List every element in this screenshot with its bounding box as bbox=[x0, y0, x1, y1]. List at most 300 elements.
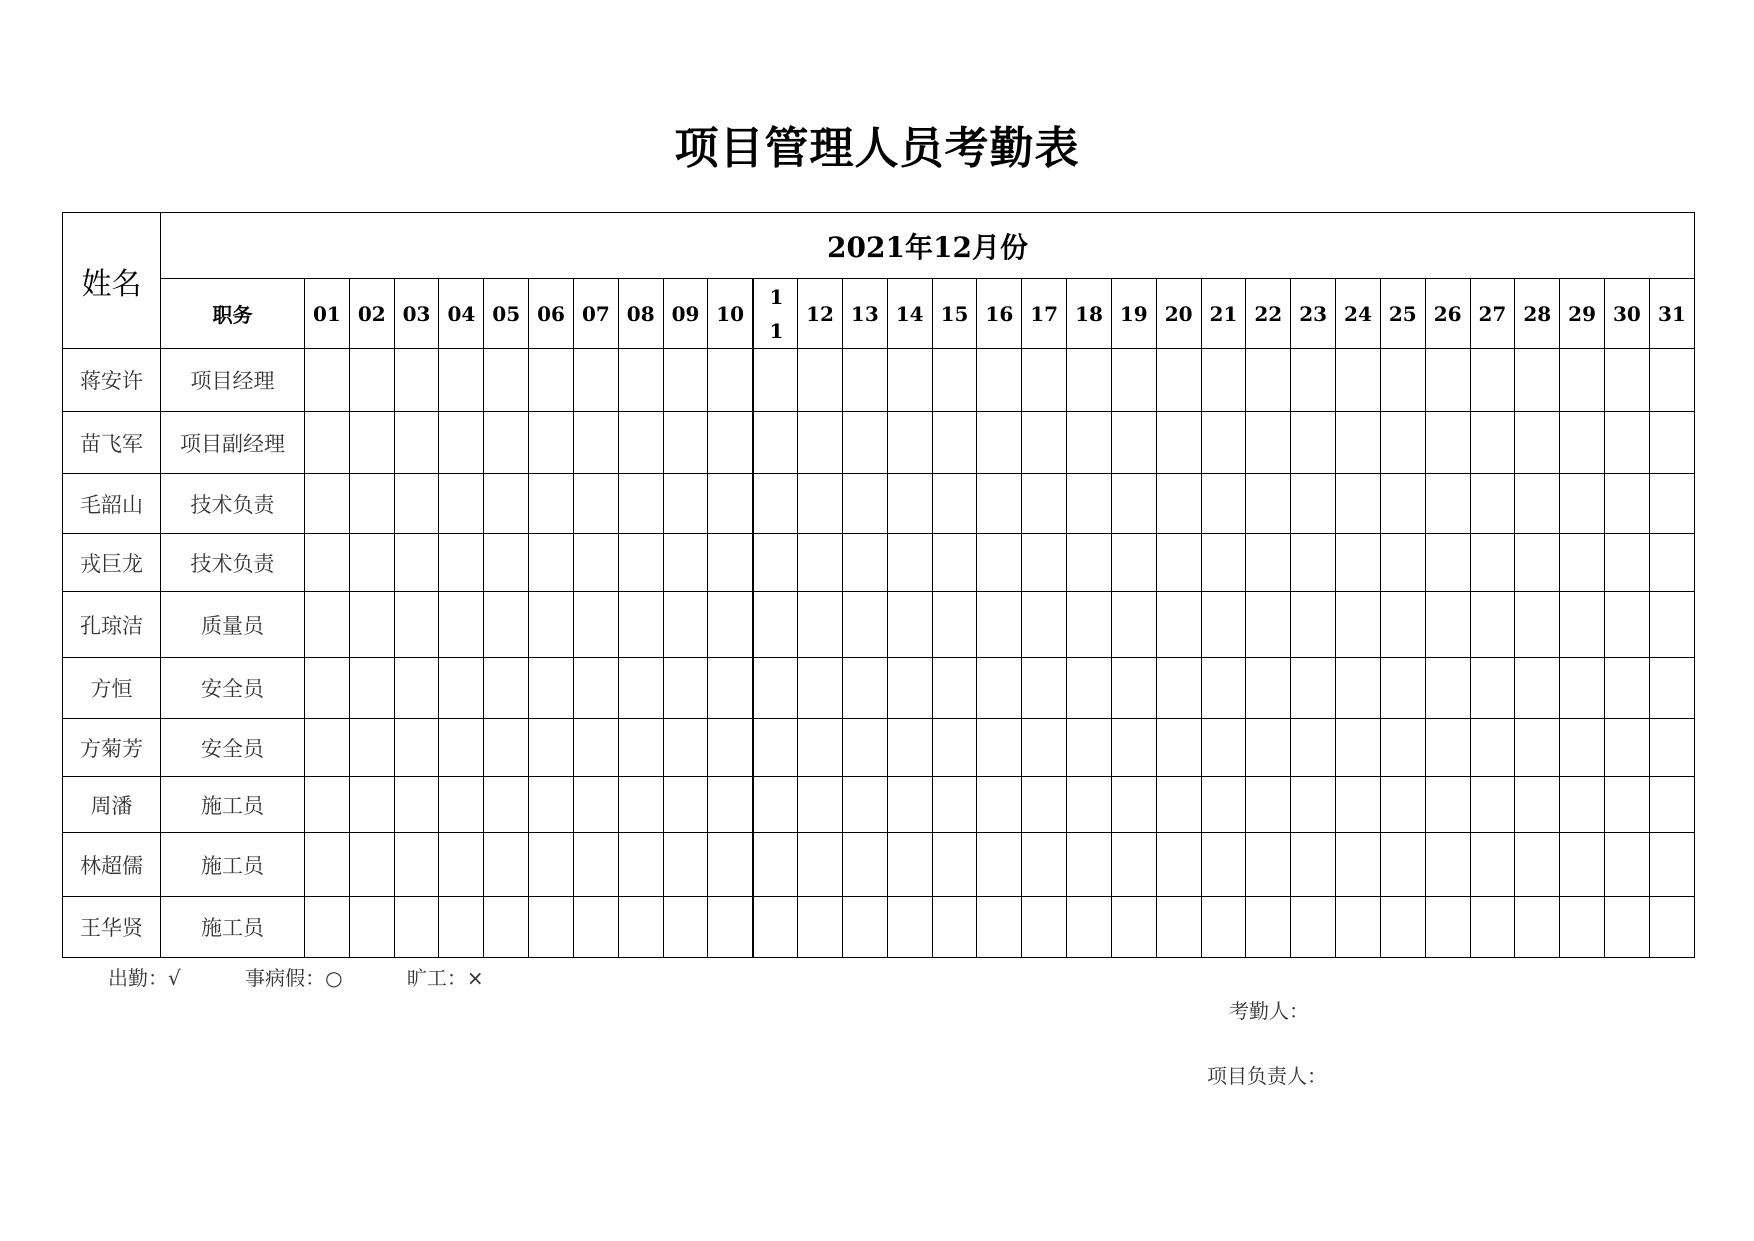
attendance-cell-day-10[interactable] bbox=[708, 777, 753, 833]
attendance-cell-day-25[interactable] bbox=[1380, 777, 1425, 833]
attendance-cell-day-24[interactable] bbox=[1336, 897, 1381, 958]
attendance-cell-day-24[interactable] bbox=[1336, 592, 1381, 658]
attendance-cell-day-05[interactable] bbox=[484, 534, 529, 592]
attendance-cell-day-25[interactable] bbox=[1380, 592, 1425, 658]
attendance-cell-day-19[interactable] bbox=[1111, 349, 1156, 412]
attendance-cell-day-06[interactable] bbox=[529, 592, 574, 658]
attendance-cell-day-19[interactable] bbox=[1111, 777, 1156, 833]
attendance-cell-day-22[interactable] bbox=[1246, 897, 1291, 958]
attendance-cell-day-28[interactable] bbox=[1515, 777, 1560, 833]
attendance-cell-day-25[interactable] bbox=[1380, 474, 1425, 534]
attendance-cell-day-06[interactable] bbox=[529, 719, 574, 777]
attendance-cell-day-30[interactable] bbox=[1605, 897, 1650, 958]
attendance-cell-day-15[interactable] bbox=[932, 412, 977, 474]
attendance-cell-day-25[interactable] bbox=[1380, 897, 1425, 958]
attendance-cell-day-07[interactable] bbox=[573, 719, 618, 777]
attendance-cell-day-27[interactable] bbox=[1470, 592, 1515, 658]
attendance-cell-day-07[interactable] bbox=[573, 534, 618, 592]
attendance-cell-day-23[interactable] bbox=[1291, 534, 1336, 592]
attendance-cell-day-11[interactable] bbox=[753, 658, 798, 719]
attendance-cell-day-02[interactable] bbox=[349, 592, 394, 658]
attendance-cell-day-11[interactable] bbox=[753, 412, 798, 474]
attendance-cell-day-01[interactable] bbox=[305, 833, 350, 897]
attendance-cell-day-15[interactable] bbox=[932, 833, 977, 897]
attendance-cell-day-28[interactable] bbox=[1515, 592, 1560, 658]
attendance-cell-day-03[interactable] bbox=[394, 897, 439, 958]
attendance-cell-day-18[interactable] bbox=[1067, 833, 1112, 897]
attendance-cell-day-12[interactable] bbox=[798, 777, 843, 833]
attendance-cell-day-12[interactable] bbox=[798, 349, 843, 412]
attendance-cell-day-25[interactable] bbox=[1380, 534, 1425, 592]
attendance-cell-day-14[interactable] bbox=[887, 412, 932, 474]
attendance-cell-day-10[interactable] bbox=[708, 592, 753, 658]
attendance-cell-day-21[interactable] bbox=[1201, 833, 1246, 897]
attendance-cell-day-15[interactable] bbox=[932, 777, 977, 833]
attendance-cell-day-16[interactable] bbox=[977, 592, 1022, 658]
attendance-cell-day-17[interactable] bbox=[1022, 592, 1067, 658]
attendance-cell-day-16[interactable] bbox=[977, 777, 1022, 833]
attendance-cell-day-24[interactable] bbox=[1336, 349, 1381, 412]
attendance-cell-day-09[interactable] bbox=[663, 719, 708, 777]
attendance-cell-day-25[interactable] bbox=[1380, 349, 1425, 412]
attendance-cell-day-11[interactable] bbox=[753, 349, 798, 412]
attendance-cell-day-18[interactable] bbox=[1067, 349, 1112, 412]
attendance-cell-day-23[interactable] bbox=[1291, 592, 1336, 658]
attendance-cell-day-31[interactable] bbox=[1649, 833, 1694, 897]
attendance-cell-day-14[interactable] bbox=[887, 777, 932, 833]
attendance-cell-day-31[interactable] bbox=[1649, 534, 1694, 592]
attendance-cell-day-27[interactable] bbox=[1470, 658, 1515, 719]
attendance-cell-day-03[interactable] bbox=[394, 833, 439, 897]
attendance-cell-day-27[interactable] bbox=[1470, 777, 1515, 833]
attendance-cell-day-20[interactable] bbox=[1156, 534, 1201, 592]
attendance-cell-day-22[interactable] bbox=[1246, 777, 1291, 833]
attendance-cell-day-05[interactable] bbox=[484, 658, 529, 719]
attendance-cell-day-04[interactable] bbox=[439, 777, 484, 833]
attendance-cell-day-03[interactable] bbox=[394, 592, 439, 658]
attendance-cell-day-23[interactable] bbox=[1291, 474, 1336, 534]
attendance-cell-day-14[interactable] bbox=[887, 897, 932, 958]
attendance-cell-day-29[interactable] bbox=[1560, 412, 1605, 474]
attendance-cell-day-12[interactable] bbox=[798, 897, 843, 958]
attendance-cell-day-18[interactable] bbox=[1067, 777, 1112, 833]
attendance-cell-day-18[interactable] bbox=[1067, 592, 1112, 658]
attendance-cell-day-16[interactable] bbox=[977, 833, 1022, 897]
attendance-cell-day-04[interactable] bbox=[439, 534, 484, 592]
attendance-cell-day-04[interactable] bbox=[439, 474, 484, 534]
attendance-cell-day-15[interactable] bbox=[932, 658, 977, 719]
attendance-cell-day-29[interactable] bbox=[1560, 777, 1605, 833]
attendance-cell-day-19[interactable] bbox=[1111, 474, 1156, 534]
attendance-cell-day-27[interactable] bbox=[1470, 897, 1515, 958]
attendance-cell-day-10[interactable] bbox=[708, 534, 753, 592]
attendance-cell-day-22[interactable] bbox=[1246, 658, 1291, 719]
attendance-cell-day-04[interactable] bbox=[439, 658, 484, 719]
attendance-cell-day-17[interactable] bbox=[1022, 897, 1067, 958]
attendance-cell-day-30[interactable] bbox=[1605, 592, 1650, 658]
attendance-cell-day-18[interactable] bbox=[1067, 719, 1112, 777]
attendance-cell-day-18[interactable] bbox=[1067, 412, 1112, 474]
attendance-cell-day-27[interactable] bbox=[1470, 534, 1515, 592]
attendance-cell-day-24[interactable] bbox=[1336, 534, 1381, 592]
attendance-cell-day-13[interactable] bbox=[842, 412, 887, 474]
attendance-cell-day-07[interactable] bbox=[573, 474, 618, 534]
attendance-cell-day-20[interactable] bbox=[1156, 777, 1201, 833]
attendance-cell-day-06[interactable] bbox=[529, 349, 574, 412]
attendance-cell-day-01[interactable] bbox=[305, 534, 350, 592]
attendance-cell-day-30[interactable] bbox=[1605, 534, 1650, 592]
attendance-cell-day-02[interactable] bbox=[349, 412, 394, 474]
attendance-cell-day-19[interactable] bbox=[1111, 534, 1156, 592]
attendance-cell-day-20[interactable] bbox=[1156, 658, 1201, 719]
attendance-cell-day-06[interactable] bbox=[529, 833, 574, 897]
attendance-cell-day-11[interactable] bbox=[753, 534, 798, 592]
attendance-cell-day-21[interactable] bbox=[1201, 719, 1246, 777]
attendance-cell-day-04[interactable] bbox=[439, 719, 484, 777]
attendance-cell-day-10[interactable] bbox=[708, 349, 753, 412]
attendance-cell-day-13[interactable] bbox=[842, 897, 887, 958]
attendance-cell-day-02[interactable] bbox=[349, 897, 394, 958]
attendance-cell-day-31[interactable] bbox=[1649, 592, 1694, 658]
attendance-cell-day-13[interactable] bbox=[842, 592, 887, 658]
attendance-cell-day-04[interactable] bbox=[439, 412, 484, 474]
attendance-cell-day-16[interactable] bbox=[977, 719, 1022, 777]
attendance-cell-day-17[interactable] bbox=[1022, 658, 1067, 719]
attendance-cell-day-09[interactable] bbox=[663, 592, 708, 658]
attendance-cell-day-19[interactable] bbox=[1111, 658, 1156, 719]
attendance-cell-day-30[interactable] bbox=[1605, 833, 1650, 897]
attendance-cell-day-08[interactable] bbox=[618, 833, 663, 897]
attendance-cell-day-01[interactable] bbox=[305, 658, 350, 719]
attendance-cell-day-17[interactable] bbox=[1022, 833, 1067, 897]
attendance-cell-day-10[interactable] bbox=[708, 897, 753, 958]
attendance-cell-day-09[interactable] bbox=[663, 474, 708, 534]
attendance-cell-day-13[interactable] bbox=[842, 474, 887, 534]
attendance-cell-day-14[interactable] bbox=[887, 833, 932, 897]
attendance-cell-day-06[interactable] bbox=[529, 897, 574, 958]
attendance-cell-day-15[interactable] bbox=[932, 719, 977, 777]
attendance-cell-day-12[interactable] bbox=[798, 833, 843, 897]
attendance-cell-day-20[interactable] bbox=[1156, 474, 1201, 534]
attendance-cell-day-24[interactable] bbox=[1336, 833, 1381, 897]
attendance-cell-day-24[interactable] bbox=[1336, 719, 1381, 777]
attendance-cell-day-17[interactable] bbox=[1022, 719, 1067, 777]
attendance-cell-day-24[interactable] bbox=[1336, 474, 1381, 534]
attendance-cell-day-27[interactable] bbox=[1470, 474, 1515, 534]
attendance-cell-day-05[interactable] bbox=[484, 349, 529, 412]
attendance-cell-day-14[interactable] bbox=[887, 658, 932, 719]
attendance-cell-day-12[interactable] bbox=[798, 592, 843, 658]
attendance-cell-day-30[interactable] bbox=[1605, 777, 1650, 833]
attendance-cell-day-17[interactable] bbox=[1022, 777, 1067, 833]
attendance-cell-day-03[interactable] bbox=[394, 349, 439, 412]
attendance-cell-day-07[interactable] bbox=[573, 897, 618, 958]
attendance-cell-day-28[interactable] bbox=[1515, 658, 1560, 719]
attendance-cell-day-17[interactable] bbox=[1022, 534, 1067, 592]
attendance-cell-day-14[interactable] bbox=[887, 534, 932, 592]
attendance-cell-day-13[interactable] bbox=[842, 658, 887, 719]
attendance-cell-day-11[interactable] bbox=[753, 833, 798, 897]
attendance-cell-day-14[interactable] bbox=[887, 592, 932, 658]
attendance-cell-day-15[interactable] bbox=[932, 349, 977, 412]
attendance-cell-day-02[interactable] bbox=[349, 658, 394, 719]
attendance-cell-day-08[interactable] bbox=[618, 349, 663, 412]
attendance-cell-day-06[interactable] bbox=[529, 412, 574, 474]
attendance-cell-day-11[interactable] bbox=[753, 897, 798, 958]
attendance-cell-day-03[interactable] bbox=[394, 534, 439, 592]
attendance-cell-day-19[interactable] bbox=[1111, 833, 1156, 897]
attendance-cell-day-25[interactable] bbox=[1380, 658, 1425, 719]
attendance-cell-day-14[interactable] bbox=[887, 474, 932, 534]
attendance-cell-day-25[interactable] bbox=[1380, 833, 1425, 897]
attendance-cell-day-26[interactable] bbox=[1425, 658, 1470, 719]
attendance-cell-day-06[interactable] bbox=[529, 777, 574, 833]
attendance-cell-day-31[interactable] bbox=[1649, 658, 1694, 719]
attendance-cell-day-19[interactable] bbox=[1111, 412, 1156, 474]
attendance-cell-day-05[interactable] bbox=[484, 412, 529, 474]
attendance-cell-day-14[interactable] bbox=[887, 349, 932, 412]
attendance-cell-day-05[interactable] bbox=[484, 833, 529, 897]
attendance-cell-day-29[interactable] bbox=[1560, 833, 1605, 897]
attendance-cell-day-02[interactable] bbox=[349, 349, 394, 412]
attendance-cell-day-28[interactable] bbox=[1515, 474, 1560, 534]
attendance-cell-day-28[interactable] bbox=[1515, 412, 1560, 474]
attendance-cell-day-21[interactable] bbox=[1201, 897, 1246, 958]
attendance-cell-day-08[interactable] bbox=[618, 897, 663, 958]
attendance-cell-day-02[interactable] bbox=[349, 719, 394, 777]
attendance-cell-day-18[interactable] bbox=[1067, 897, 1112, 958]
attendance-cell-day-19[interactable] bbox=[1111, 719, 1156, 777]
attendance-cell-day-05[interactable] bbox=[484, 897, 529, 958]
attendance-cell-day-05[interactable] bbox=[484, 777, 529, 833]
attendance-cell-day-21[interactable] bbox=[1201, 658, 1246, 719]
attendance-cell-day-25[interactable] bbox=[1380, 412, 1425, 474]
attendance-cell-day-01[interactable] bbox=[305, 897, 350, 958]
attendance-cell-day-12[interactable] bbox=[798, 719, 843, 777]
attendance-cell-day-03[interactable] bbox=[394, 474, 439, 534]
attendance-cell-day-09[interactable] bbox=[663, 897, 708, 958]
attendance-cell-day-17[interactable] bbox=[1022, 412, 1067, 474]
attendance-cell-day-08[interactable] bbox=[618, 412, 663, 474]
attendance-cell-day-01[interactable] bbox=[305, 349, 350, 412]
attendance-cell-day-23[interactable] bbox=[1291, 719, 1336, 777]
attendance-cell-day-21[interactable] bbox=[1201, 474, 1246, 534]
attendance-cell-day-28[interactable] bbox=[1515, 719, 1560, 777]
attendance-cell-day-10[interactable] bbox=[708, 412, 753, 474]
attendance-cell-day-31[interactable] bbox=[1649, 777, 1694, 833]
attendance-cell-day-20[interactable] bbox=[1156, 412, 1201, 474]
attendance-cell-day-22[interactable] bbox=[1246, 833, 1291, 897]
attendance-cell-day-22[interactable] bbox=[1246, 534, 1291, 592]
attendance-cell-day-10[interactable] bbox=[708, 474, 753, 534]
attendance-cell-day-04[interactable] bbox=[439, 897, 484, 958]
attendance-cell-day-17[interactable] bbox=[1022, 474, 1067, 534]
attendance-cell-day-10[interactable] bbox=[708, 719, 753, 777]
attendance-cell-day-27[interactable] bbox=[1470, 719, 1515, 777]
attendance-cell-day-01[interactable] bbox=[305, 412, 350, 474]
attendance-cell-day-07[interactable] bbox=[573, 777, 618, 833]
attendance-cell-day-24[interactable] bbox=[1336, 412, 1381, 474]
attendance-cell-day-26[interactable] bbox=[1425, 777, 1470, 833]
attendance-cell-day-21[interactable] bbox=[1201, 412, 1246, 474]
attendance-cell-day-21[interactable] bbox=[1201, 349, 1246, 412]
attendance-cell-day-02[interactable] bbox=[349, 474, 394, 534]
attendance-cell-day-22[interactable] bbox=[1246, 474, 1291, 534]
attendance-cell-day-08[interactable] bbox=[618, 534, 663, 592]
attendance-cell-day-31[interactable] bbox=[1649, 897, 1694, 958]
attendance-cell-day-27[interactable] bbox=[1470, 833, 1515, 897]
attendance-cell-day-26[interactable] bbox=[1425, 592, 1470, 658]
attendance-cell-day-12[interactable] bbox=[798, 412, 843, 474]
attendance-cell-day-21[interactable] bbox=[1201, 777, 1246, 833]
attendance-cell-day-19[interactable] bbox=[1111, 897, 1156, 958]
attendance-cell-day-08[interactable] bbox=[618, 592, 663, 658]
attendance-cell-day-31[interactable] bbox=[1649, 474, 1694, 534]
attendance-cell-day-22[interactable] bbox=[1246, 349, 1291, 412]
attendance-cell-day-04[interactable] bbox=[439, 349, 484, 412]
attendance-cell-day-11[interactable] bbox=[753, 719, 798, 777]
attendance-cell-day-09[interactable] bbox=[663, 534, 708, 592]
attendance-cell-day-30[interactable] bbox=[1605, 474, 1650, 534]
attendance-cell-day-26[interactable] bbox=[1425, 719, 1470, 777]
attendance-cell-day-23[interactable] bbox=[1291, 412, 1336, 474]
attendance-cell-day-18[interactable] bbox=[1067, 534, 1112, 592]
attendance-cell-day-08[interactable] bbox=[618, 658, 663, 719]
attendance-cell-day-30[interactable] bbox=[1605, 658, 1650, 719]
attendance-cell-day-28[interactable] bbox=[1515, 534, 1560, 592]
attendance-cell-day-02[interactable] bbox=[349, 833, 394, 897]
attendance-cell-day-23[interactable] bbox=[1291, 897, 1336, 958]
attendance-cell-day-18[interactable] bbox=[1067, 474, 1112, 534]
attendance-cell-day-11[interactable] bbox=[753, 777, 798, 833]
attendance-cell-day-26[interactable] bbox=[1425, 897, 1470, 958]
attendance-cell-day-20[interactable] bbox=[1156, 592, 1201, 658]
attendance-cell-day-06[interactable] bbox=[529, 658, 574, 719]
attendance-cell-day-08[interactable] bbox=[618, 777, 663, 833]
attendance-cell-day-08[interactable] bbox=[618, 719, 663, 777]
attendance-cell-day-30[interactable] bbox=[1605, 412, 1650, 474]
attendance-cell-day-26[interactable] bbox=[1425, 833, 1470, 897]
attendance-cell-day-29[interactable] bbox=[1560, 719, 1605, 777]
attendance-cell-day-28[interactable] bbox=[1515, 897, 1560, 958]
attendance-cell-day-14[interactable] bbox=[887, 719, 932, 777]
attendance-cell-day-04[interactable] bbox=[439, 833, 484, 897]
attendance-cell-day-12[interactable] bbox=[798, 658, 843, 719]
attendance-cell-day-20[interactable] bbox=[1156, 833, 1201, 897]
attendance-cell-day-22[interactable] bbox=[1246, 412, 1291, 474]
attendance-cell-day-01[interactable] bbox=[305, 474, 350, 534]
attendance-cell-day-07[interactable] bbox=[573, 592, 618, 658]
attendance-cell-day-06[interactable] bbox=[529, 474, 574, 534]
attendance-cell-day-16[interactable] bbox=[977, 658, 1022, 719]
attendance-cell-day-07[interactable] bbox=[573, 412, 618, 474]
attendance-cell-day-02[interactable] bbox=[349, 777, 394, 833]
attendance-cell-day-20[interactable] bbox=[1156, 897, 1201, 958]
attendance-cell-day-18[interactable] bbox=[1067, 658, 1112, 719]
attendance-cell-day-03[interactable] bbox=[394, 719, 439, 777]
attendance-cell-day-09[interactable] bbox=[663, 658, 708, 719]
attendance-cell-day-06[interactable] bbox=[529, 534, 574, 592]
attendance-cell-day-12[interactable] bbox=[798, 534, 843, 592]
attendance-cell-day-30[interactable] bbox=[1605, 349, 1650, 412]
attendance-cell-day-21[interactable] bbox=[1201, 592, 1246, 658]
attendance-cell-day-26[interactable] bbox=[1425, 412, 1470, 474]
attendance-cell-day-05[interactable] bbox=[484, 592, 529, 658]
attendance-cell-day-26[interactable] bbox=[1425, 534, 1470, 592]
attendance-cell-day-31[interactable] bbox=[1649, 412, 1694, 474]
attendance-cell-day-16[interactable] bbox=[977, 474, 1022, 534]
attendance-cell-day-09[interactable] bbox=[663, 777, 708, 833]
attendance-cell-day-08[interactable] bbox=[618, 474, 663, 534]
attendance-cell-day-10[interactable] bbox=[708, 658, 753, 719]
attendance-cell-day-22[interactable] bbox=[1246, 592, 1291, 658]
attendance-cell-day-07[interactable] bbox=[573, 349, 618, 412]
attendance-cell-day-13[interactable] bbox=[842, 777, 887, 833]
attendance-cell-day-29[interactable] bbox=[1560, 349, 1605, 412]
attendance-cell-day-13[interactable] bbox=[842, 719, 887, 777]
attendance-cell-day-04[interactable] bbox=[439, 592, 484, 658]
attendance-cell-day-16[interactable] bbox=[977, 534, 1022, 592]
attendance-cell-day-23[interactable] bbox=[1291, 349, 1336, 412]
attendance-cell-day-13[interactable] bbox=[842, 349, 887, 412]
attendance-cell-day-27[interactable] bbox=[1470, 412, 1515, 474]
attendance-cell-day-24[interactable] bbox=[1336, 777, 1381, 833]
attendance-cell-day-16[interactable] bbox=[977, 897, 1022, 958]
attendance-cell-day-25[interactable] bbox=[1380, 719, 1425, 777]
attendance-cell-day-16[interactable] bbox=[977, 412, 1022, 474]
attendance-cell-day-26[interactable] bbox=[1425, 474, 1470, 534]
attendance-cell-day-11[interactable] bbox=[753, 592, 798, 658]
attendance-cell-day-23[interactable] bbox=[1291, 833, 1336, 897]
attendance-cell-day-17[interactable] bbox=[1022, 349, 1067, 412]
attendance-cell-day-11[interactable] bbox=[753, 474, 798, 534]
attendance-cell-day-15[interactable] bbox=[932, 534, 977, 592]
attendance-cell-day-23[interactable] bbox=[1291, 658, 1336, 719]
attendance-cell-day-02[interactable] bbox=[349, 534, 394, 592]
attendance-cell-day-20[interactable] bbox=[1156, 719, 1201, 777]
attendance-cell-day-30[interactable] bbox=[1605, 719, 1650, 777]
attendance-cell-day-24[interactable] bbox=[1336, 658, 1381, 719]
attendance-cell-day-15[interactable] bbox=[932, 897, 977, 958]
attendance-cell-day-10[interactable] bbox=[708, 833, 753, 897]
attendance-cell-day-29[interactable] bbox=[1560, 474, 1605, 534]
attendance-cell-day-28[interactable] bbox=[1515, 349, 1560, 412]
attendance-cell-day-29[interactable] bbox=[1560, 534, 1605, 592]
attendance-cell-day-29[interactable] bbox=[1560, 897, 1605, 958]
attendance-cell-day-23[interactable] bbox=[1291, 777, 1336, 833]
attendance-cell-day-03[interactable] bbox=[394, 777, 439, 833]
attendance-cell-day-27[interactable] bbox=[1470, 349, 1515, 412]
attendance-cell-day-15[interactable] bbox=[932, 474, 977, 534]
attendance-cell-day-01[interactable] bbox=[305, 592, 350, 658]
attendance-cell-day-26[interactable] bbox=[1425, 349, 1470, 412]
attendance-cell-day-19[interactable] bbox=[1111, 592, 1156, 658]
attendance-cell-day-22[interactable] bbox=[1246, 719, 1291, 777]
attendance-cell-day-03[interactable] bbox=[394, 658, 439, 719]
attendance-cell-day-07[interactable] bbox=[573, 833, 618, 897]
attendance-cell-day-07[interactable] bbox=[573, 658, 618, 719]
attendance-cell-day-09[interactable] bbox=[663, 349, 708, 412]
attendance-cell-day-05[interactable] bbox=[484, 719, 529, 777]
attendance-cell-day-12[interactable] bbox=[798, 474, 843, 534]
attendance-cell-day-29[interactable] bbox=[1560, 592, 1605, 658]
attendance-cell-day-28[interactable] bbox=[1515, 833, 1560, 897]
attendance-cell-day-13[interactable] bbox=[842, 833, 887, 897]
attendance-cell-day-29[interactable] bbox=[1560, 658, 1605, 719]
attendance-cell-day-03[interactable] bbox=[394, 412, 439, 474]
attendance-cell-day-09[interactable] bbox=[663, 412, 708, 474]
attendance-cell-day-31[interactable] bbox=[1649, 719, 1694, 777]
